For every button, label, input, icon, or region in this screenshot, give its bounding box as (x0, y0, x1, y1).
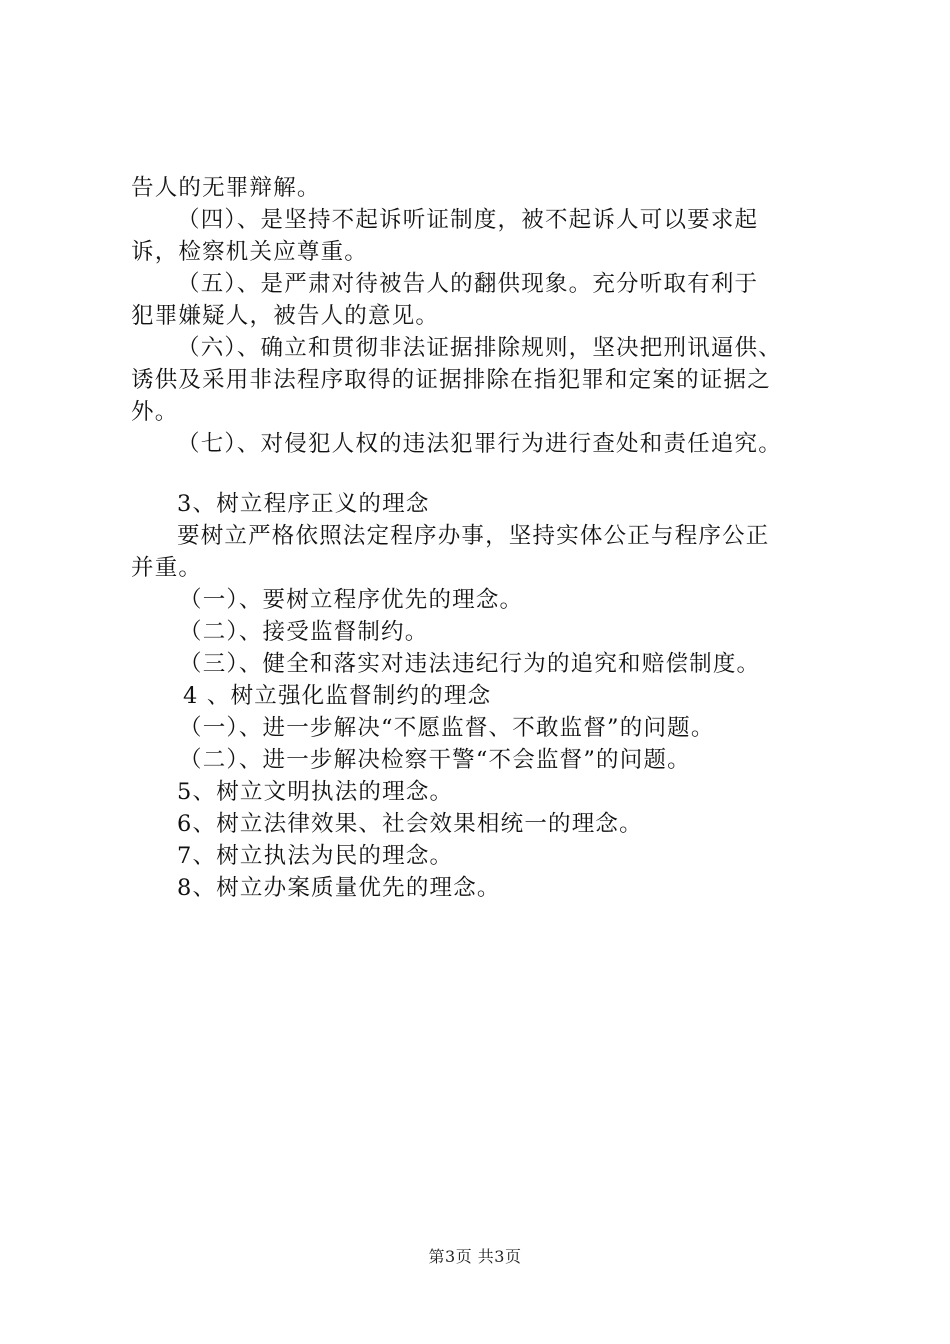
section-heading: 6、树立法律效果、社会效果相统一的理念。 (177, 811, 643, 837)
paragraph-line: （六）、确立和贯彻非法证据排除规则，坚决把刑讯逼供、 (177, 335, 782, 361)
paragraph-line: 诱供及采用非法程序取得的证据排除在指犯罪和定案的证据之 (131, 367, 771, 393)
paragraph-line: 诉，检察机关应尊重。 (131, 239, 369, 265)
paragraph-line: 并重。 (131, 555, 203, 581)
paragraph-line: （四）、是坚持不起诉听证制度，被不起诉人可以要求起 (177, 207, 759, 233)
section-heading: 4 、树立强化监督制约的理念 (183, 683, 492, 709)
section-heading: 8、树立办案质量优先的理念。 (177, 875, 501, 901)
paragraph-line: 犯罪嫌疑人，被告人的意见。 (131, 303, 440, 329)
paragraph-gap (131, 460, 841, 488)
paragraph-line: 外。 (131, 399, 179, 425)
section-heading: 5、树立文明执法的理念。 (177, 779, 454, 805)
section-heading: 3、树立程序正义的理念 (177, 491, 430, 517)
list-item: （二）、接受监督制约。 (179, 619, 429, 645)
section-heading: 7、树立执法为民的理念。 (177, 843, 454, 869)
page-number-footer: 第3页 共3页 (428, 1247, 522, 1266)
list-item: （一）、要树立程序优先的理念。 (179, 587, 524, 613)
list-item: （三）、健全和落实对违法违纪行为的追究和赔偿制度。 (179, 651, 761, 677)
list-item: （一）、进一步解决“不愿监督、不敢监督”的问题。 (179, 715, 715, 741)
paragraph-line: （七）、对侵犯人权的违法犯罪行为进行查处和责任追究。 (177, 431, 782, 457)
paragraph-line: 要树立严格依照法定程序办事，坚持实体公正与程序公正 (177, 523, 770, 549)
paragraph-line: （五）、是严肃对待被告人的翻供现象。充分听取有利于 (177, 271, 759, 297)
document-body (131, 172, 841, 904)
list-item: （二）、进一步解决检察干警“不会监督”的问题。 (179, 747, 691, 773)
paragraph-line: 告人的无罪辩解。 (131, 175, 321, 201)
